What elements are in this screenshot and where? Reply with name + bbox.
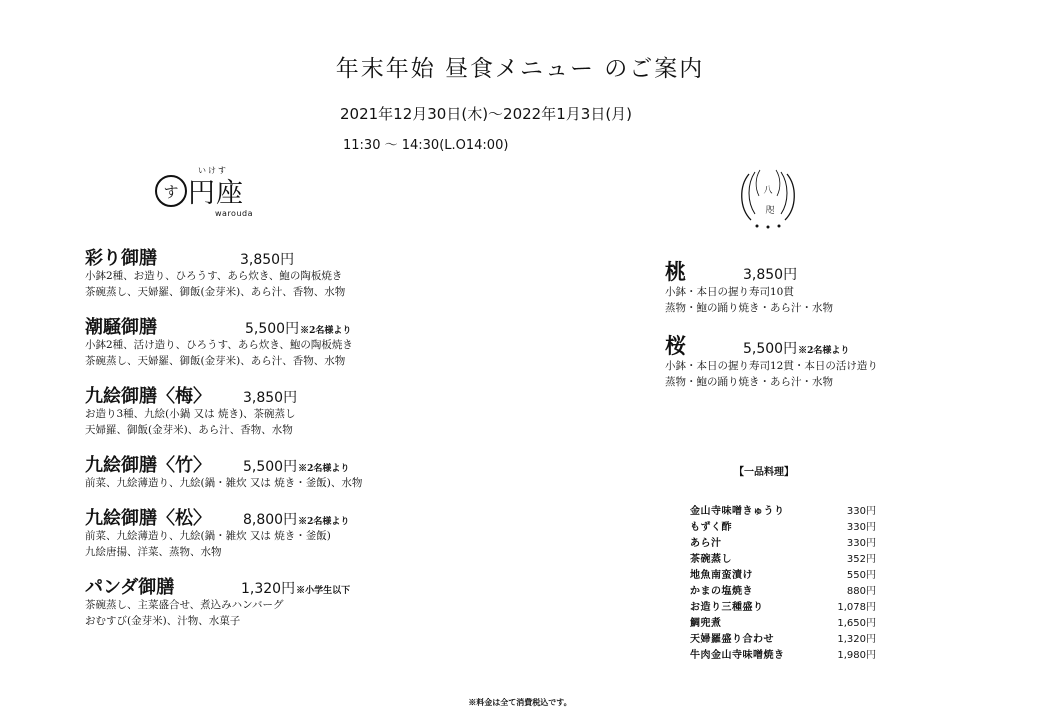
list-item bbox=[690, 629, 890, 645]
alc-item-name: 鯛兜煮 bbox=[690, 617, 722, 629]
menu-item-shiosai bbox=[85, 313, 605, 369]
item-name: 九絵御膳〈梅〉 bbox=[85, 386, 211, 407]
item-price: 5,500円 bbox=[243, 459, 298, 475]
item-note: ※2名様より bbox=[298, 464, 350, 474]
menu-item-momo bbox=[665, 256, 995, 316]
item-desc: 蒸物・鮑の踊り焼き・あら汁・水物 bbox=[665, 376, 833, 388]
menu-item-panda bbox=[85, 573, 605, 629]
menu-item-kue-ume bbox=[85, 382, 605, 438]
item-note: ※小学生以下 bbox=[296, 586, 351, 596]
alc-item-name: もずく酢 bbox=[690, 521, 732, 533]
alc-item-name: 茶碗蒸し bbox=[690, 553, 732, 565]
item-name: 潮騒御膳 bbox=[85, 317, 157, 338]
item-desc: 小鉢2種、お造り、ひろうす、あら炊き、鮑の陶板焼き bbox=[85, 270, 343, 282]
date-range: 2021年12月30日(木)～2022年1月3日(月) bbox=[340, 105, 633, 123]
item-desc: お造り3種、九絵(小鍋 又は 焼き)、茶碗蒸し bbox=[85, 408, 296, 420]
alc-item-price: 880円 bbox=[846, 585, 876, 597]
business-hours: 11:30 ～ 14:30(L.O14:00) bbox=[343, 138, 509, 153]
item-price: 3,850円 bbox=[240, 252, 295, 268]
list-item bbox=[690, 581, 890, 597]
item-desc: 天婦羅、御飯(金芽米)、あら汁、香物、水物 bbox=[85, 424, 293, 436]
item-price: 3,850円 bbox=[243, 390, 298, 406]
item-desc: 小鉢2種、活け造り、ひろうす、あら炊き、鮑の陶板焼き bbox=[85, 339, 353, 351]
list-item bbox=[690, 517, 890, 533]
alc-item-name: 天婦羅盛り合わせ bbox=[690, 633, 774, 645]
list-item bbox=[690, 645, 890, 661]
item-desc: 茶碗蒸し、天婦羅、御飯(金芽米)、あら汁、香物、水物 bbox=[85, 355, 346, 367]
item-name: 九絵御膳〈松〉 bbox=[85, 508, 211, 529]
item-name: 桜 bbox=[665, 333, 686, 358]
item-desc: 前菜、九絵薄造り、九絵(鍋・雑炊 又は 焼き・釜飯)、水物 bbox=[85, 477, 363, 489]
list-item bbox=[690, 565, 890, 581]
item-desc: 茶碗蒸し、主菜盛合せ、煮込みハンバーグ bbox=[85, 599, 284, 611]
item-desc: おむすび(金芽米)、汁物、水菓子 bbox=[85, 615, 241, 627]
alc-item-price: 1,078円 bbox=[837, 601, 876, 613]
list-item bbox=[690, 597, 890, 613]
list-item bbox=[690, 533, 890, 549]
item-name: 九絵御膳〈竹〉 bbox=[85, 455, 211, 476]
crest-text-a: 八 bbox=[763, 186, 773, 196]
item-desc: 小鉢・本日の握り寿司12貫・本日の活け造り bbox=[665, 360, 878, 372]
menu-item-kue-take bbox=[85, 451, 605, 491]
item-desc: 蒸物・鮑の踊り焼き・あら汁・水物 bbox=[665, 302, 833, 314]
alc-item-price: 330円 bbox=[846, 521, 876, 533]
menu-item-irodori bbox=[85, 244, 605, 300]
alc-item-price: 1,650円 bbox=[837, 617, 876, 629]
alc-item-price: 330円 bbox=[846, 537, 876, 549]
a-la-carte-heading: 【一品料理】 bbox=[734, 467, 794, 478]
a-la-carte-list bbox=[690, 501, 890, 661]
logo-mark-icon: す bbox=[155, 175, 187, 207]
alc-item-price: 352円 bbox=[846, 553, 876, 565]
list-item bbox=[690, 501, 890, 517]
alc-item-price: 1,980円 bbox=[837, 649, 876, 661]
logo-ruby: いけす bbox=[198, 166, 228, 175]
crest-text-b: 咫 bbox=[765, 206, 775, 216]
alc-item-price: 1,320円 bbox=[837, 633, 876, 645]
item-name: 彩り御膳 bbox=[85, 248, 157, 269]
restaurant-logo-waraza bbox=[155, 165, 285, 225]
item-price: 3,850円 bbox=[743, 267, 798, 283]
item-name: パンダ御膳 bbox=[85, 577, 175, 598]
item-price: 5,500円 bbox=[743, 341, 798, 357]
alc-item-name: お造り三種盛り bbox=[690, 601, 764, 613]
sushi-menu-right bbox=[665, 256, 995, 404]
item-price: 1,320円 bbox=[241, 581, 296, 597]
alc-item-price: 550円 bbox=[846, 569, 876, 581]
bird-crest-icon bbox=[735, 168, 801, 230]
list-item bbox=[690, 613, 890, 629]
item-desc: 茶碗蒸し、天婦羅、御飯(金芽米)、あら汁、香物、水物 bbox=[85, 286, 346, 298]
alc-item-name: 金山寺味噌きゅうり bbox=[690, 505, 785, 517]
item-price: 5,500円 bbox=[245, 321, 300, 337]
logo-name: 円座 bbox=[188, 178, 244, 209]
list-item bbox=[690, 549, 890, 565]
alc-item-name: 牛肉金山寺味噌焼き bbox=[690, 649, 785, 661]
item-desc: 九絵唐揚、洋菜、蒸物、水物 bbox=[85, 546, 222, 558]
item-note: ※2名様より bbox=[798, 346, 850, 356]
item-desc: 小鉢・本日の握り寿司10貫 bbox=[665, 286, 794, 298]
item-note: ※2名様より bbox=[298, 517, 350, 527]
page-title: 年末年始 昼食メニュー のご案内 bbox=[335, 56, 705, 82]
menu-item-sakura bbox=[665, 330, 995, 390]
alc-item-name: 地魚南蛮漬け bbox=[690, 569, 753, 581]
set-menu-left bbox=[85, 244, 605, 642]
item-name: 桃 bbox=[665, 259, 686, 284]
item-desc: 前菜、九絵薄造り、九絵(鍋・雑炊 又は 焼き・釜飯) bbox=[85, 530, 331, 542]
tax-footnote: ※料金は全て消費税込です。 bbox=[468, 697, 572, 707]
item-note: ※2名様より bbox=[300, 326, 352, 336]
alc-item-name: かまの塩焼き bbox=[690, 585, 753, 597]
item-price: 8,800円 bbox=[243, 512, 298, 528]
logo-romaji: warouda bbox=[215, 209, 254, 218]
alc-item-price: 330円 bbox=[846, 505, 876, 517]
menu-item-kue-matsu bbox=[85, 504, 605, 560]
alc-item-name: あら汁 bbox=[690, 537, 722, 549]
